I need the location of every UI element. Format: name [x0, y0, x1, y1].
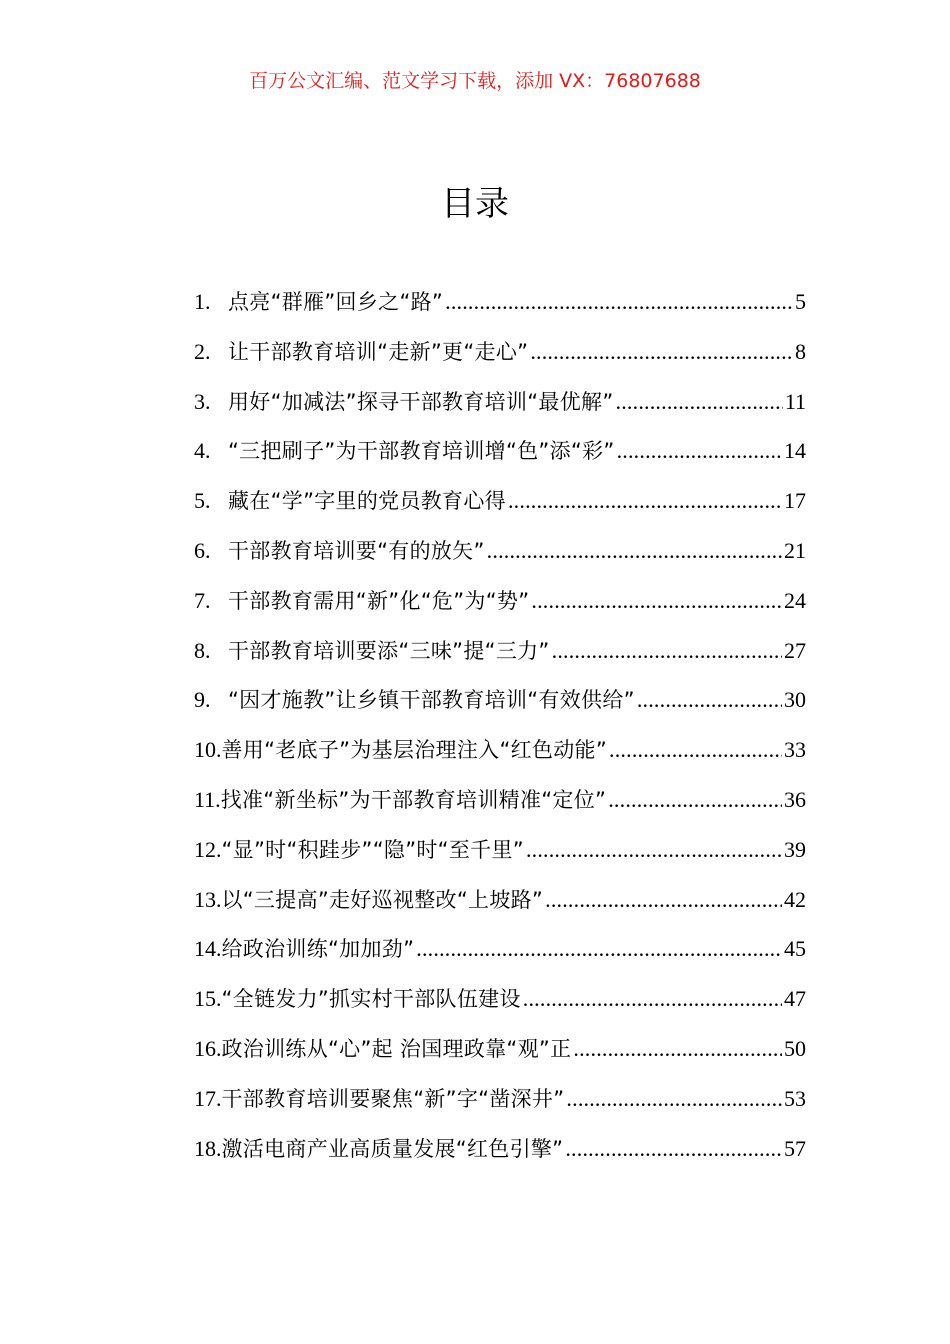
- toc-entry-title: 干部教育需用“新”化“危”为“势”: [228, 588, 530, 613]
- toc-entry-page: 27: [784, 637, 806, 663]
- toc-entry-page: 36: [784, 786, 806, 812]
- toc-dot-leader: [552, 631, 782, 671]
- header-watermark-note: 百万公文汇编、范文学习下载，添加 VX：76807688: [249, 70, 701, 92]
- toc-entry-title: 让干部教育培训“走新”更“走心”: [228, 339, 529, 364]
- toc-dot-leader: [416, 929, 782, 969]
- toc-entry[interactable]: [194, 332, 806, 382]
- toc-entry[interactable]: [194, 382, 806, 432]
- toc-entry-title: 干部教育培训要聚焦“新”字“凿深井”: [221, 1086, 565, 1111]
- toc-entry-number: 2.: [194, 338, 211, 364]
- toc-entry-title: 点亮“群雁”回乡之“路”: [228, 290, 444, 314]
- toc-entry[interactable]: [194, 730, 806, 780]
- toc-entry-number: 5.: [194, 488, 211, 514]
- toc-entry-page: 30: [784, 687, 806, 713]
- toc-dot-leader: [616, 382, 783, 422]
- toc-entry-page: 21: [784, 537, 806, 563]
- toc-entry-page: 11: [784, 388, 806, 414]
- toc-dot-leader: [445, 282, 793, 322]
- toc-entry-page: 39: [784, 836, 806, 862]
- toc-entry-title: “因才施教”让乡镇干部教育培训“有效供给”: [228, 688, 635, 713]
- toc-dot-leader: [487, 531, 782, 571]
- toc-entry[interactable]: [194, 780, 806, 830]
- toc-entry[interactable]: [194, 1079, 806, 1129]
- toc-dot-leader: [565, 1129, 782, 1169]
- toc-entry-page: 57: [784, 1135, 806, 1161]
- toc-entry-title: 干部教育培训要添“三味”提“三力”: [228, 638, 550, 663]
- toc-dot-leader: [531, 581, 782, 621]
- toc-entry-title: 激活电商产业高质量发展“红色引擎”: [221, 1136, 564, 1161]
- toc-entry-title: 干部教育培训要“有的放矢”: [228, 538, 485, 563]
- toc-entry-page: 45: [784, 936, 806, 962]
- toc-entry-number: 11.: [194, 786, 221, 812]
- toc-entry-title: 找准“新坐标”为干部教育培训精准“定位”: [220, 787, 607, 812]
- toc-entry-number: 1.: [194, 289, 211, 314]
- toc-entry-number: 17.: [194, 1085, 222, 1111]
- toc-entry-page: 14: [784, 438, 806, 464]
- toc-dot-leader: [566, 1079, 782, 1119]
- toc-entry-number: 18.: [194, 1135, 222, 1161]
- toc-entry[interactable]: [194, 282, 806, 332]
- toc-entry-page: 24: [784, 587, 806, 613]
- toc-entry[interactable]: [194, 1029, 806, 1079]
- toc-entry-number: 4.: [194, 438, 211, 464]
- toc-entry-title: 用好“加减法”探寻干部教育培训“最优解”: [228, 389, 614, 414]
- toc-entry-number: 12.: [194, 836, 222, 862]
- toc-entry-title: “三把刷子”为干部教育培训增“色”添“彩”: [228, 439, 615, 464]
- page-title: 目录: [441, 184, 509, 224]
- toc-entry-page: 8: [795, 338, 806, 364]
- toc-entry-number: 9.: [194, 687, 211, 713]
- table-of-contents: [194, 282, 806, 1178]
- toc-entry-title: 以“三提高”走好巡视整改“上坡路”: [221, 887, 544, 912]
- toc-entry-page: 42: [784, 886, 806, 912]
- toc-entry-title: “全链发力”抓实村干部队伍建设: [221, 987, 521, 1012]
- toc-entry[interactable]: [194, 1129, 806, 1179]
- toc-entry-number: 8.: [194, 637, 211, 663]
- toc-dot-leader: [608, 780, 782, 820]
- toc-dot-leader: [523, 979, 782, 1019]
- toc-entry-title: 藏在“学”字里的党员教育心得: [228, 489, 506, 514]
- toc-entry[interactable]: [194, 929, 806, 979]
- toc-dot-leader: [526, 830, 782, 870]
- toc-entry-number: 3.: [194, 388, 211, 414]
- toc-entry[interactable]: [194, 880, 806, 930]
- toc-entry[interactable]: [194, 481, 806, 531]
- toc-entry[interactable]: [194, 431, 806, 481]
- toc-entry[interactable]: [194, 979, 806, 1029]
- toc-dot-leader: [573, 1029, 782, 1069]
- toc-entry-title: “显”时“积跬步”“隐”时“至千里”: [221, 837, 524, 862]
- toc-entry-page: 5: [795, 289, 806, 314]
- toc-entry-title: 给政治训练“加加劲”: [221, 937, 415, 962]
- toc-entry-title: 政治训练从“心”起 治国理政靠“观”正: [221, 1036, 572, 1061]
- toc-entry-title: 善用“老底子”为基层治理注入“红色动能”: [221, 738, 608, 763]
- toc-entry-number: 10.: [194, 737, 222, 763]
- toc-entry[interactable]: [194, 830, 806, 880]
- toc-entry-number: 6.: [194, 537, 211, 563]
- toc-entry-page: 53: [784, 1085, 806, 1111]
- toc-entry-page: 47: [784, 986, 806, 1012]
- toc-entry[interactable]: [194, 680, 806, 730]
- toc-entry-number: 7.: [194, 587, 211, 613]
- toc-entry-number: 13.: [194, 886, 222, 912]
- toc-dot-leader: [530, 332, 793, 372]
- toc-entry-page: 17: [784, 488, 806, 514]
- toc-dot-leader: [545, 880, 782, 920]
- toc-dot-leader: [609, 730, 782, 770]
- toc-entry[interactable]: [194, 631, 806, 681]
- toc-entry-number: 16.: [194, 1035, 222, 1061]
- toc-entry-page: 50: [784, 1035, 806, 1061]
- toc-dot-leader: [508, 481, 782, 521]
- toc-entry-number: 15.: [194, 986, 222, 1012]
- toc-entry[interactable]: [194, 581, 806, 631]
- toc-entry-page: 33: [784, 737, 806, 763]
- toc-dot-leader: [637, 680, 782, 720]
- toc-entry-number: 14.: [194, 936, 222, 962]
- toc-dot-leader: [617, 431, 782, 471]
- toc-entry[interactable]: [194, 531, 806, 581]
